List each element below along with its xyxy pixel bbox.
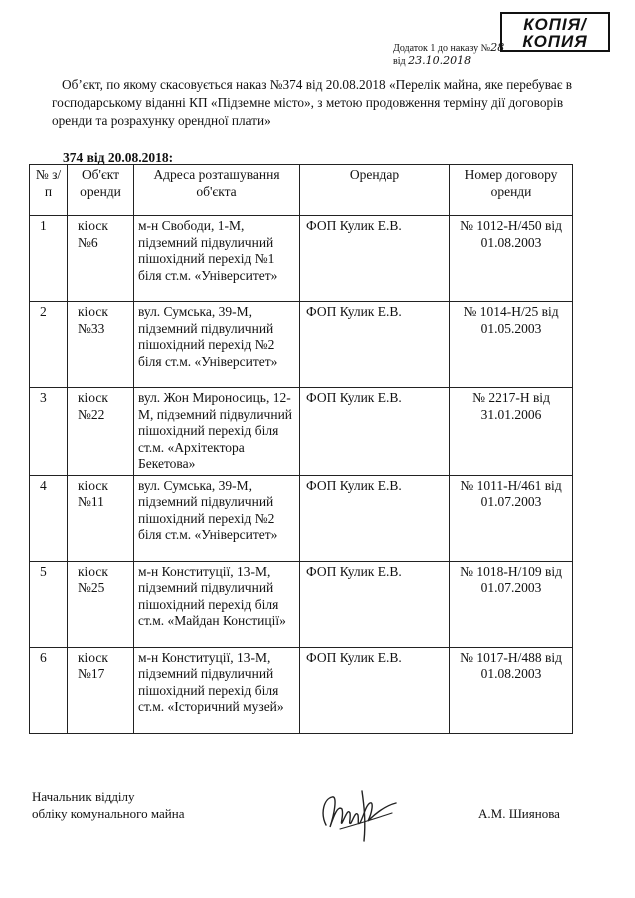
header-number: № з/п <box>30 165 68 216</box>
cell-contract: № 1017-Н/488 від 01.08.2003 <box>450 647 573 733</box>
cell-renter: ФОП Кулик Е.В. <box>300 561 450 647</box>
cell-object: кіоск №33 <box>68 302 134 388</box>
cell-renter: ФОП Кулик Е.В. <box>300 388 450 476</box>
cell-number: 4 <box>30 475 68 561</box>
table-row <box>30 302 573 388</box>
cell-object: кіоск №6 <box>68 216 134 302</box>
cell-object: кіоск №25 <box>68 561 134 647</box>
cell-address: вул. Сумська, 39-М, підземний підвуличний пішохідний перехід №2 біля ст.м. «Університет» <box>134 302 300 388</box>
cell-address: м-н Конституції, 13-М, підземний підвуличний пішохідний перехід біля ст.м. «Історичний музей» <box>134 647 300 733</box>
table-row <box>30 475 573 561</box>
table-caption: 374 від 20.08.2018: <box>63 150 174 165</box>
cell-contract: № 1014-Н/25 від 01.05.2003 <box>450 302 573 388</box>
stamp-line-2: КОПИЯ <box>522 32 588 51</box>
annex-line-1: Додаток 1 до наказу № <box>393 43 491 54</box>
cell-object: кіоск №17 <box>68 647 134 733</box>
annex-date-prefix: від <box>393 56 406 67</box>
cell-number: 6 <box>30 647 68 733</box>
cell-renter: ФОП Кулик Е.В. <box>300 647 450 733</box>
cell-address: вул. Сумська, 39-М, підземний підвуличний пішохідний перехід №2 біля ст.м. «Університет» <box>134 475 300 561</box>
header-object: Об'єкт оренди <box>68 165 134 216</box>
table-header-row <box>30 165 573 216</box>
table-row <box>30 647 573 733</box>
cell-renter: ФОП Кулик Е.В. <box>300 475 450 561</box>
cell-contract: № 2217-Н від 31.01.2006 <box>450 388 573 476</box>
signatory-position <box>32 788 184 822</box>
table-row <box>30 561 573 647</box>
annex-date: 23.10.2018 <box>408 54 472 67</box>
header-renter: Орендар <box>300 165 450 216</box>
cell-contract: № 1012-Н/450 від 01.08.2003 <box>450 216 573 302</box>
signatory-name: А.М. Шиянова <box>478 806 560 821</box>
cell-number: 2 <box>30 302 68 388</box>
cell-contract: № 1011-Н/461 від 01.07.2003 <box>450 475 573 561</box>
annex-header <box>393 42 504 68</box>
intro-paragraph: Об’єкт, по якому скасовується наказ №374 від 20.08.2018 «Перелік майна, яке перебуває в господарському віданні КП «Підземне місто», з метою продовження терміну дії договорів оренди та розрахунку орендної плати» <box>52 77 573 128</box>
table-row <box>30 388 573 476</box>
cell-renter: ФОП Кулик Е.В. <box>300 302 450 388</box>
cell-number: 1 <box>30 216 68 302</box>
cell-contract: № 1018-Н/109 від 01.07.2003 <box>450 561 573 647</box>
cell-number: 5 <box>30 561 68 647</box>
position-line-2: обліку комунального майна <box>32 806 185 821</box>
cell-object: кіоск №11 <box>68 475 134 561</box>
property-table <box>29 164 573 734</box>
annex-number: 28 <box>490 41 505 54</box>
table-row <box>30 216 573 302</box>
stamp-line-1: КОПІЯ/ <box>523 15 587 34</box>
header-address: Адреса розташування об'єкта <box>134 165 300 216</box>
cell-object: кіоск №22 <box>68 388 134 476</box>
cell-address: вул. Жон Мироносиць, 12-М, підземний підвуличний пішохідний перехід біля ст.м. «Архітектора Бекетова» <box>134 388 300 476</box>
handwritten-signature <box>318 785 400 843</box>
position-line-1: Начальник відділу <box>32 789 135 804</box>
cell-number: 3 <box>30 388 68 476</box>
cell-renter: ФОП Кулик Е.В. <box>300 216 450 302</box>
header-contract: Номер договору оренди <box>450 165 573 216</box>
cell-address: м-н Свободи, 1-М, підземний підвуличний пішохідний перехід №1 біля ст.м. «Університет» <box>134 216 300 302</box>
cell-address: м-н Конституції, 13-М, підземний підвуличний пішохідний перехід біля ст.м. «Майдан Констиції» <box>134 561 300 647</box>
copy-stamp <box>500 12 610 52</box>
